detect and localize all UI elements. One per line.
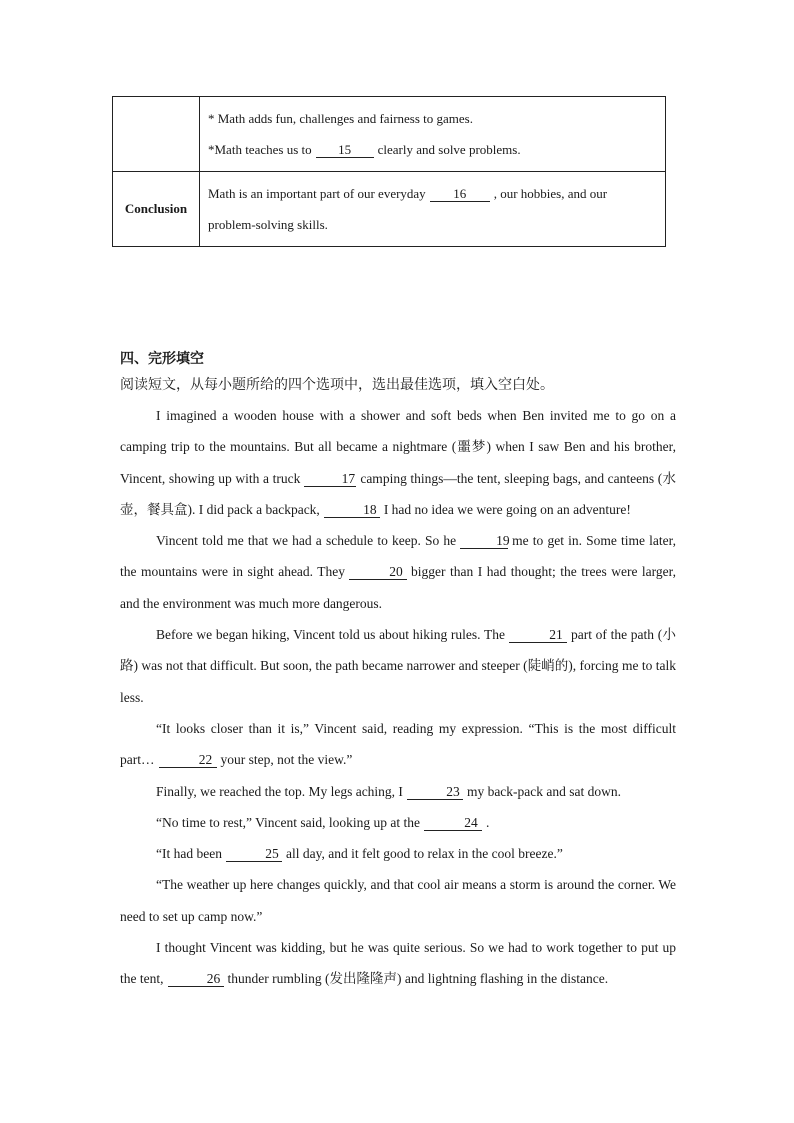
- blank-26: 26: [168, 972, 224, 987]
- blank-19: 19: [460, 534, 508, 549]
- paragraph: [120, 838, 676, 869]
- conclusion-line-2: problem-solving skills.: [208, 217, 328, 232]
- text-segment: Finally, we reached the top. My legs aching, I: [156, 783, 403, 799]
- text-segment: I had no idea we were going on an adventure!: [383, 501, 631, 517]
- blank-15: 15: [316, 143, 374, 158]
- text-segment: clearly and solve problems.: [377, 142, 521, 157]
- paragraph: [120, 807, 676, 838]
- text-segment: , our hobbies, and our: [493, 186, 608, 201]
- point-games: * Math adds fun, challenges and fairness to games.: [208, 111, 473, 126]
- text-segment: bigger than I had thought; the trees were larger, and the environment was much more dangerous.: [120, 564, 676, 611]
- text-segment: “It looks closer than it is,” Vincent said, reading my expression. “This is the most difficult part…: [120, 720, 676, 768]
- paragraph: [120, 619, 676, 713]
- blank-24: 24: [424, 816, 482, 831]
- text-segment: camping things—the tent, sleeping bags, and canteens (水壶，餐具盒). I did pack a backpack,: [120, 470, 676, 517]
- row-content: [200, 172, 666, 247]
- blank-21: 21: [509, 628, 567, 643]
- paragraph: [120, 400, 676, 525]
- text-segment: Vincent told me that we had a schedule to keep. So he: [156, 533, 457, 549]
- table-row: [113, 172, 666, 247]
- blank-18: 18: [324, 503, 380, 518]
- section-heading: 四、完形填空: [120, 351, 204, 367]
- text-segment: part of the path (小路) was not that difficult. But soon, the path became narrower and steeper (陡峭的), forcing me to talk less.: [120, 627, 677, 705]
- cloze-passage: [120, 400, 676, 995]
- text-segment: “The weather up here changes quickly, and that cool air means a storm is around the corner. We need to set up camp now.”: [120, 877, 676, 924]
- text-segment: Before we began hiking, Vincent told us about hiking rules. The: [156, 627, 505, 643]
- row-label-conclusion: Conclusion: [113, 172, 200, 247]
- conclusion-line-1: [208, 178, 657, 209]
- text-segment: “No time to rest,” Vincent said, looking up at the: [156, 814, 421, 830]
- blank-22: 22: [159, 753, 217, 768]
- table-row: [113, 97, 666, 172]
- text-segment: “It had been: [156, 846, 222, 862]
- paragraph: [120, 713, 676, 776]
- row-label: [113, 97, 200, 172]
- blank-20: 20: [349, 565, 407, 580]
- text-segment: *Math teaches us to: [208, 142, 312, 157]
- outline-table: [112, 96, 666, 247]
- point-problems: [208, 134, 657, 165]
- row-content: [200, 97, 666, 172]
- section-instruction: 阅读短文，从每小题所给的四个选项中，选出最佳选项，填入空白处。: [120, 377, 554, 393]
- text-segment: your step, not the view.”: [220, 752, 353, 768]
- blank-16: 16: [430, 187, 490, 202]
- paragraph: [120, 525, 676, 619]
- text-segment: I thought Vincent was kidding, but he was quite serious. So we had to work together to put up the tent,: [120, 940, 676, 987]
- paragraph: [120, 932, 676, 995]
- blank-25: 25: [226, 847, 282, 862]
- paragraph: [120, 869, 676, 932]
- text-segment: I imagined a wooden house with a shower and soft beds when Ben invited me to go on a camping trip to the mountains. But all became a nightmare (噩梦) when I saw Ben and his brother, Vincent, showing up with a truck: [120, 408, 676, 486]
- blank-17: 17: [304, 472, 356, 487]
- text-segment: all day, and it felt good to relax in the cool breeze.”: [285, 846, 563, 862]
- text-segment: my back-pack and sat down.: [466, 783, 622, 799]
- blank-23: 23: [407, 785, 463, 800]
- text-segment: me to get in. Some time later, the mountains were in sight ahead. They: [120, 533, 676, 580]
- paragraph: [120, 776, 676, 807]
- text-segment: Math is an important part of our everyday: [208, 186, 426, 201]
- text-segment: thunder rumbling (发出隆隆声) and lightning flashing in the distance.: [227, 971, 609, 987]
- text-segment: .: [486, 814, 490, 830]
